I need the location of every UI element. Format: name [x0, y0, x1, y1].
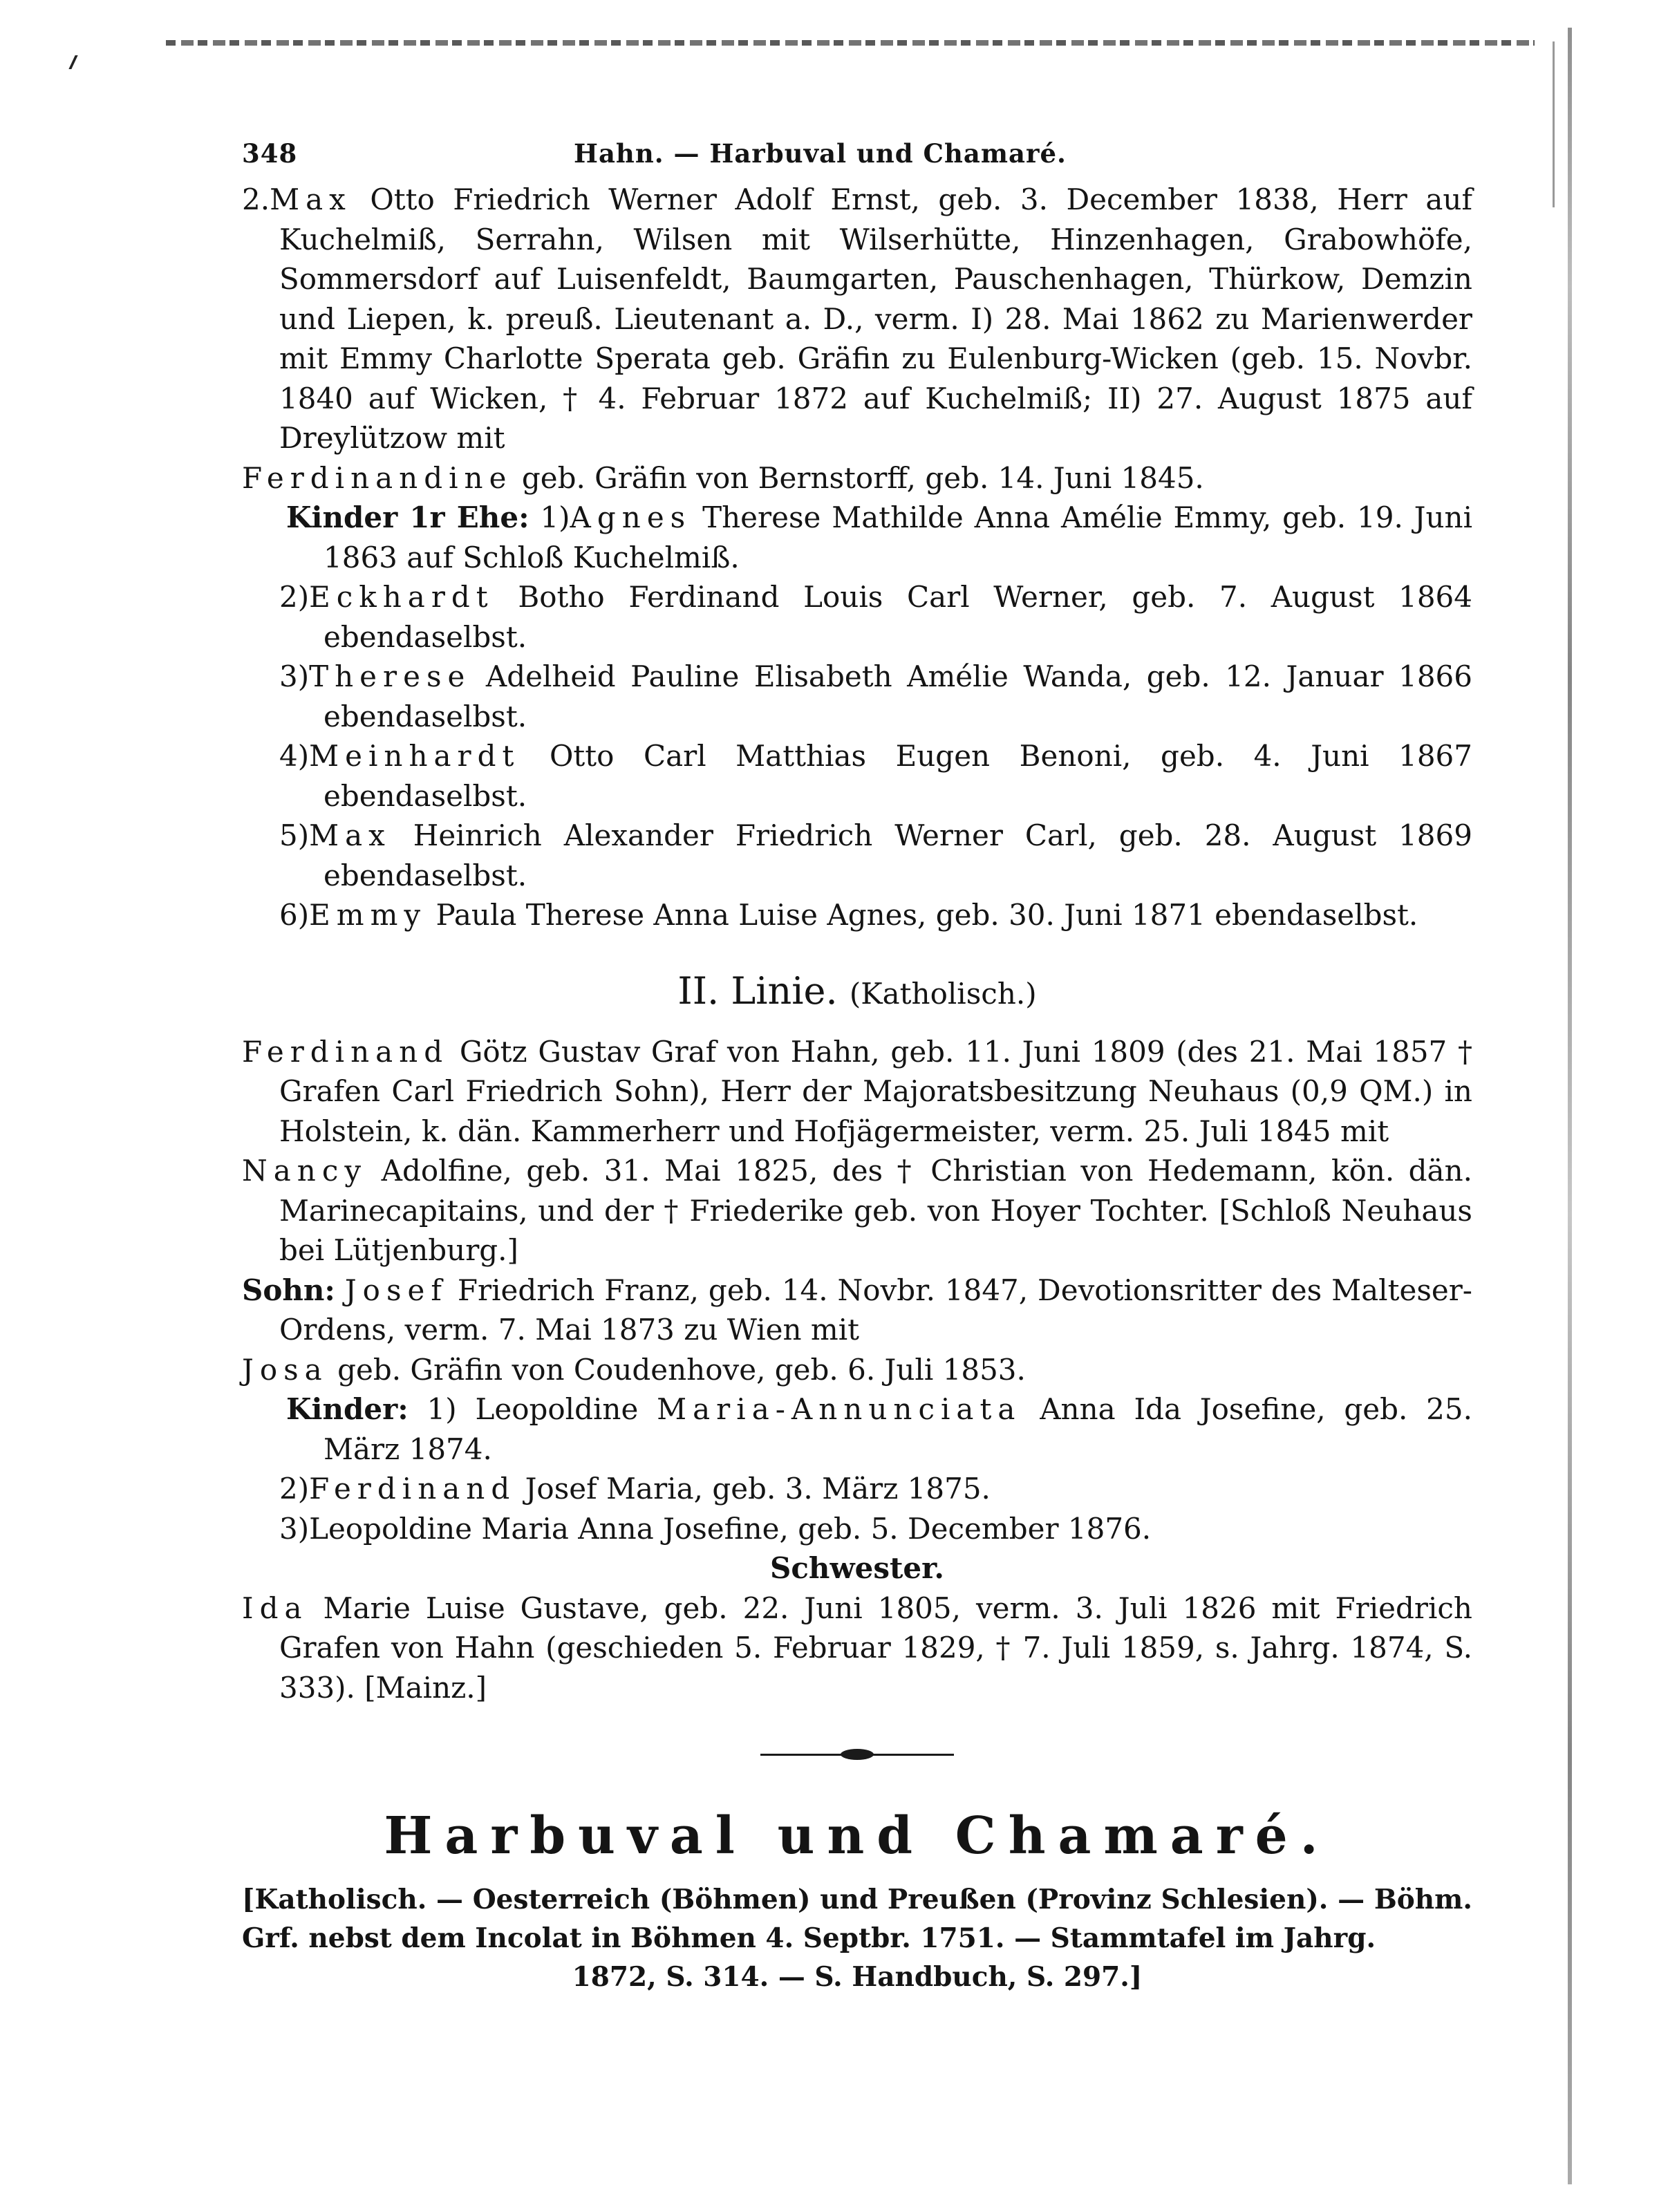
entry-ferdinand — [242, 1032, 1472, 1152]
child-name: Ferdinand — [309, 1472, 516, 1506]
child-text: Paula Therese Anna Luise Agnes, geb. 30. Juni 1871 ebendaselbst. — [435, 898, 1418, 932]
child-text: Adelheid Pauline Elisabeth Amélie Wanda, geb. 12. Januar 1866 ebendaselbst. — [324, 659, 1472, 733]
intro-text: [Katholisch. — Oesterreich (Böhmen) und Preußen (Provinz Schlesien). — Böhm. Grf. nebst dem Incolat in Böhmen 4. Septbr. 1751. — Stammtafel im Jahrg. — [242, 1884, 1472, 1954]
child-text: Botho Ferdinand Louis Carl Werner, geb. 7. August 1864 ebendaselbst. — [324, 580, 1472, 654]
ornamental-divider — [760, 1749, 954, 1760]
child-text: Heinrich Alexander Friedrich Werner Carl, geb. 28. August 1869 ebendaselbst. — [324, 818, 1472, 892]
entry-nancy — [242, 1151, 1472, 1271]
sohn-label: Sohn: — [242, 1273, 335, 1307]
running-title: Hahn. — Harbuval und Chamaré. — [574, 138, 1067, 169]
kinder-label: Kinder 1r Ehe: — [286, 500, 529, 534]
entry-text: geb. Gräfin von Coudenhove, geb. 6. Juli 1853. — [337, 1352, 1026, 1387]
child-number: 2) — [279, 580, 310, 614]
intro-text-last: 1872, S. 314. — S. Handbuch, S. 297.] — [572, 1961, 1143, 1993]
entry-text: Adolfine, geb. 31. Mai 1825, des † Christian von Hedemann, kön. dän. Marinecapitains, und der † Friederike geb. von Hoyer Tochter. [Schloß Neuhaus bei Lütjenburg.] — [279, 1154, 1472, 1267]
entry-number: 2. — [242, 182, 270, 216]
entry-name: Nancy — [242, 1154, 368, 1188]
top-scan-edge — [166, 40, 1535, 46]
page-header — [242, 124, 1472, 180]
entry-text: Friedrich Franz, geb. 14. Novbr. 1847, Devotionsritter des Malteser-Ordens, verm. 7. Mai 1873 zu Wien mit — [279, 1273, 1472, 1347]
child-number: 3) — [279, 1511, 310, 1546]
child-entry — [242, 1469, 1472, 1509]
family-title: Harbuval und Chamaré. — [384, 1806, 1331, 1866]
corner-mark — [68, 55, 87, 69]
child-name: Agnes — [570, 500, 692, 534]
kinder-2 — [242, 1389, 1472, 1469]
child-entry — [242, 657, 1472, 736]
entry-ida — [242, 1588, 1472, 1708]
page — [242, 124, 1472, 2023]
child-entry — [242, 816, 1472, 895]
entry-text: Marie Luise Gustave, geb. 22. Juni 1805, verm. 3. Juli 1826 mit Friedrich Grafen von Hahn (geschieden 5. Februar 1829, † 7. Juli 1859, s. Jahrg. 1874, S. 333). [Mainz.] — [279, 1591, 1472, 1705]
child-text: Anna Ida Josefine, geb. 25. März 1874. — [324, 1392, 1472, 1466]
child-number: 6) — [279, 898, 310, 932]
entry-max — [242, 180, 1472, 458]
child-name: Eckhardt — [309, 580, 494, 614]
right-scan-edge — [1568, 28, 1572, 2184]
entry-name: Ida — [242, 1591, 308, 1625]
child-text: Otto Carl Matthias Eugen Benoni, geb. 4. Juni 1867 ebendaselbst. — [324, 739, 1472, 813]
child-number: 1) — [427, 1392, 457, 1426]
child-entry — [242, 895, 1472, 935]
child-number: 1) — [540, 500, 570, 534]
child-number: 3) — [279, 659, 310, 693]
child-entry — [242, 736, 1472, 816]
child-number: 4) — [279, 739, 310, 773]
child-entry — [242, 577, 1472, 657]
section-heading — [242, 953, 1472, 1032]
child-number: 5) — [279, 818, 310, 852]
entry-name: Josa — [242, 1352, 328, 1387]
family-intro — [242, 1880, 1472, 1996]
kinder-label: Kinder: — [286, 1392, 409, 1426]
kinder-1 — [242, 498, 1472, 577]
divider-ornament — [841, 1749, 874, 1760]
child-entry — [242, 1509, 1472, 1549]
child-number: 2) — [279, 1472, 310, 1506]
child-pre: Leopoldine — [475, 1392, 639, 1426]
child-name: Meinhardt — [309, 739, 521, 773]
child-name: Therese — [309, 659, 471, 693]
entry-text: Otto Friedrich Werner Adolf Ernst, geb. 3. December 1838, Herr auf Kuchelmiß, Serrahn, Wilsen mit Wilserhütte, Hinzenhagen, Grabowhöfe, Sommersdorf auf Luisenfeldt, Baumgarten, Pauschenhagen, Thürkow, Demzin und Liepen, k. preuß. Lieutenant a. D., verm. I) 28. Mai 1862 zu Marienwerder mit Emmy Charlotte Sperata geb. Gräfin zu Eulenburg-Wicken (geb. 15. Novbr. 1840 auf Wicken, † 4. Februar 1872 auf Kuchelmiß; II) 27. August 1875 auf Dreylützow mit — [279, 182, 1472, 455]
entry-name: Ferdinandine — [242, 460, 513, 495]
child-text: Therese Mathilde Anna Amélie Emmy, geb. 19. Juni 1863 auf Schloß Kuchelmiß. — [324, 500, 1473, 574]
schwester-heading: Schwester. — [770, 1551, 944, 1585]
entry-text: Götz Gustav Graf von Hahn, geb. 11. Juni 1809 (des 21. Mai 1857 † Grafen Carl Friedrich Sohn), Herr der Majoratsbesitzung Neuhaus (0,9 QM.) in Holstein, k. dän. Kammerherr und Hofjägermeister, verm. 25. Juli 1845 mit — [279, 1034, 1472, 1148]
right-scan-mark — [1553, 41, 1555, 207]
entry-josa — [242, 1350, 1472, 1390]
entry-name: Max — [270, 182, 352, 216]
entry-name: Ferdinand — [242, 1034, 449, 1069]
entry-name: Josef — [344, 1273, 448, 1307]
entry-ferdinandine — [242, 458, 1472, 498]
child-name: Maria-Annunciata — [657, 1392, 1022, 1426]
child-name: Emmy — [309, 898, 427, 932]
child-text: Leopoldine Maria Anna Josefine, geb. 5. December 1876. — [309, 1511, 1152, 1546]
child-text: Josef Maria, geb. 3. März 1875. — [525, 1472, 991, 1506]
entry-sohn — [242, 1271, 1472, 1350]
entry-text: geb. Gräfin von Bernstorff, geb. 14. Juni 1845. — [521, 460, 1204, 495]
child-name: Max — [309, 818, 391, 852]
page-number: 348 — [242, 138, 298, 169]
heading-title: II. Linie. — [677, 968, 838, 1013]
heading-note: (Katholisch.) — [849, 976, 1037, 1011]
